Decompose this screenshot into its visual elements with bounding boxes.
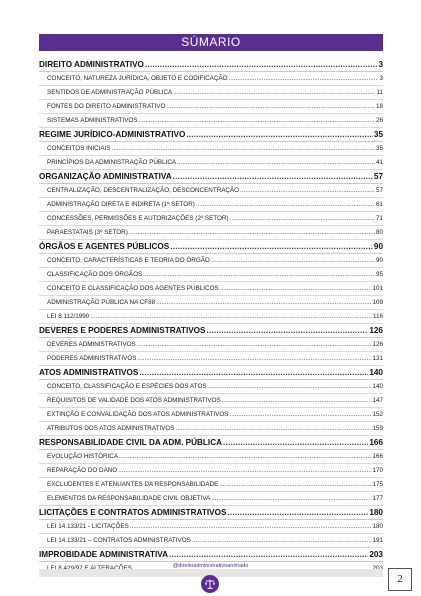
dot-leader <box>192 534 372 547</box>
section-page: 3 <box>378 60 383 69</box>
dot-leader <box>219 478 371 491</box>
toc-section-entry[interactable] <box>39 436 383 450</box>
subsection-title: CONCEITO E CLASSIFICAÇÃO DOS AGENTES PÚBLICOS <box>47 285 219 292</box>
toc-subsection-entry[interactable] <box>39 310 383 324</box>
subsection-title: EVOLUÇÃO HISTÓRICA <box>47 453 119 460</box>
subsection-title: PRINCÍPIOS DA ADMINISTRAÇÃO PÚBLICA <box>47 159 177 166</box>
toc-subsection-entry[interactable] <box>39 156 383 170</box>
toc-subsection-entry[interactable] <box>39 338 383 352</box>
toc-subsection-entry[interactable] <box>39 268 383 282</box>
subsection-title: DEVERES ADMINISTRATIVOS <box>47 341 136 348</box>
toc-subsection-entry[interactable] <box>39 422 383 436</box>
dot-leader <box>90 310 372 323</box>
subsection-title: CONCEITO, CLASSIFICAÇÃO E ESPÉCIES DOS ATOS <box>47 383 207 390</box>
toc-section-entry[interactable] <box>39 58 383 72</box>
subsection-page: 177 <box>372 495 383 502</box>
dot-leader <box>175 422 371 435</box>
subsection-page: 101 <box>372 285 383 292</box>
dot-leader <box>139 366 368 379</box>
dot-leader <box>137 352 371 365</box>
dot-leader <box>119 450 371 463</box>
subsection-page: 11 <box>376 89 383 96</box>
subsection-title: LEI 8.112/1990 <box>47 313 90 320</box>
subsection-page: 131 <box>372 355 383 362</box>
subsection-page: 159 <box>372 425 383 432</box>
dot-leader <box>129 226 375 239</box>
subsection-title: SENTIDOS DE ADMINISTRAÇÃO PÚBLICA <box>47 89 173 96</box>
subsection-title: PARAESTATAIS (3º SETOR) <box>47 229 128 236</box>
toc-section-entry[interactable] <box>39 366 383 380</box>
dot-leader <box>207 324 369 337</box>
toc-subsection-entry[interactable] <box>39 226 383 240</box>
dot-leader <box>170 240 373 253</box>
subsection-title: SISTEMAS ADMINISTRATIVOS <box>47 117 138 124</box>
subsection-title: ADMINISTRAÇÃO DIRETA E INDIRETA (1º SETOR) <box>47 201 195 208</box>
footer-handle: @direitoadministrativoanimado <box>172 563 249 569</box>
subsection-title: CENTRALIZAÇÃO, DESCENTRALIZAÇÃO, DESCONCENTRAÇÃO <box>47 187 240 194</box>
toc-section-entry[interactable] <box>39 506 383 520</box>
dot-leader <box>220 282 372 295</box>
table-of-contents <box>39 58 383 576</box>
toc-subsection-entry[interactable] <box>39 408 383 422</box>
toc-title-banner <box>39 34 383 51</box>
toc-subsection-entry[interactable] <box>39 394 383 408</box>
dot-leader <box>211 492 371 505</box>
dot-leader <box>156 296 371 309</box>
toc-subsection-entry[interactable] <box>39 380 383 394</box>
subsection-page: 109 <box>372 299 383 306</box>
subsection-page: 191 <box>372 537 383 544</box>
toc-subsection-entry[interactable] <box>39 142 383 156</box>
subsection-title: FONTES DO DIREITO ADMINISTRATIVO <box>47 103 166 110</box>
section-title: ORGANIZAÇÃO ADMINISTRATIVA <box>39 172 172 181</box>
dot-leader <box>173 86 375 99</box>
toc-subsection-entry[interactable] <box>39 282 383 296</box>
subsection-title: REPARAÇÃO DO DANO <box>47 467 118 474</box>
toc-subsection-entry[interactable] <box>39 100 383 114</box>
toc-section-entry[interactable] <box>39 128 383 142</box>
dot-leader <box>169 548 368 561</box>
subsection-title: CONCEITO, CARACTERÍSTICAS E TEORIA DO ÓRGÃO <box>47 257 210 264</box>
dot-leader <box>186 128 373 141</box>
dot-leader <box>173 170 373 183</box>
dot-leader <box>240 184 375 197</box>
dot-leader <box>208 380 372 393</box>
subsection-title: PODERES ADMINISTRATIVOS <box>47 355 137 362</box>
subsection-page: 147 <box>372 397 383 404</box>
dot-leader <box>229 72 379 85</box>
dot-leader <box>222 394 372 407</box>
toc-subsection-entry[interactable] <box>39 478 383 492</box>
section-page: 140 <box>369 368 383 377</box>
toc-subsection-entry[interactable] <box>39 492 383 506</box>
subsection-page: 41 <box>375 159 383 166</box>
subsection-page: 18 <box>375 103 383 110</box>
toc-section-entry[interactable] <box>39 548 383 562</box>
toc-section-entry[interactable] <box>39 240 383 254</box>
section-title: DEVERES E PODERES ADMINISTRATIVOS <box>39 326 206 335</box>
subsection-page: 166 <box>372 453 383 460</box>
dot-leader <box>229 408 371 421</box>
toc-subsection-entry[interactable] <box>39 184 383 198</box>
toc-subsection-entry[interactable] <box>39 520 383 534</box>
subsection-page: 57 <box>375 187 383 194</box>
toc-subsection-entry[interactable] <box>39 114 383 128</box>
toc-subsection-entry[interactable] <box>39 534 383 548</box>
subsection-page: 90 <box>375 257 383 264</box>
dot-leader <box>145 58 378 71</box>
dot-leader <box>166 100 375 113</box>
section-page: 90 <box>373 242 383 251</box>
section-page: 166 <box>369 438 383 447</box>
subsection-page: 3 <box>379 75 383 82</box>
dot-leader <box>196 198 375 211</box>
dot-leader <box>177 156 375 169</box>
subsection-page: 35 <box>375 145 383 152</box>
section-page: 180 <box>369 508 383 517</box>
dot-leader <box>139 114 375 127</box>
subsection-page: 175 <box>372 481 383 488</box>
dot-leader <box>227 506 368 519</box>
dot-leader <box>112 142 375 155</box>
toc-subsection-entry[interactable] <box>39 296 383 310</box>
toc-subsection-entry[interactable] <box>39 212 383 226</box>
section-title: REGIME JURÍDICO-ADMINISTRATIVO <box>39 130 186 139</box>
subsection-page: 71 <box>375 215 383 222</box>
subsection-page: 140 <box>372 383 383 390</box>
section-page: 57 <box>373 172 383 181</box>
toc-subsection-entry[interactable] <box>39 198 383 212</box>
subsection-title: ATRIBUTOS DOS ATOS ADMINISTRATIVOS <box>47 425 175 432</box>
page-number: 2 <box>388 568 412 591</box>
section-page: 126 <box>369 326 383 335</box>
toc-subsection-entry[interactable] <box>39 86 383 100</box>
subsection-title: CONCESSÕES, PERMISSÕES E AUTORIZAÇÕES (2º SETOR) <box>47 215 229 222</box>
dot-leader <box>137 338 372 351</box>
subsection-page: 61 <box>375 201 383 208</box>
toc-subsection-entry[interactable] <box>39 72 383 86</box>
subsection-title: EXTINÇÃO E CONVALIDAÇÃO DOS ATOS ADMINISTRATIVOS <box>47 411 229 418</box>
toc-subsection-entry[interactable] <box>39 352 383 366</box>
section-title: RESPONSABILIDADE CIVIL DA ADM. PÚBLICA <box>39 438 223 447</box>
subsection-title: CONCEITOS INICIAIS <box>47 145 111 152</box>
subsection-title: ELEMENTOS DA RESPONSABILIDADE CIVIL OBJETIVA <box>47 495 211 502</box>
dot-leader <box>230 212 375 225</box>
subsection-page: 80 <box>375 229 383 236</box>
toc-subsection-entry[interactable] <box>39 254 383 268</box>
toc-title: SÚMARIO <box>181 35 241 49</box>
subsection-title: ADMINISTRAÇÃO PÚBLICA NA CF88 <box>47 299 156 306</box>
toc-section-entry[interactable] <box>39 170 383 184</box>
dot-leader <box>211 254 375 267</box>
section-title: ATOS ADMINISTRATIVOS <box>39 368 139 377</box>
subsection-title: LEI 14.133/21 - LICITAÇÕES <box>47 523 129 530</box>
section-title: LICITAÇÕES E CONTRATOS ADMINISTRATIVOS <box>39 508 227 517</box>
dot-leader <box>130 520 372 533</box>
subsection-page: 126 <box>372 341 383 348</box>
subsection-page: 152 <box>372 411 383 418</box>
subsection-title: CONCEITO, NATUREZA JURÍDICA, OBJETO E CODIFICAÇÃO <box>47 75 228 82</box>
subsection-title: REQUISITOS DE VALIDADE DOS ATOS ADMINISTRATIVOS <box>47 397 221 404</box>
toc-subsection-entry[interactable] <box>39 464 383 478</box>
toc-subsection-entry[interactable] <box>39 450 383 464</box>
toc-section-entry[interactable] <box>39 324 383 338</box>
dot-leader <box>118 464 371 477</box>
section-title: DIREITO ADMINISTRATIVO <box>39 60 144 69</box>
subsection-page: 95 <box>375 271 383 278</box>
subsection-title: EXCLUDENTES E ATENUANTES DA RESPONSABILIDADE <box>47 481 219 488</box>
section-title: ÓRGÃOS E AGENTES PÚBLICOS <box>39 242 170 251</box>
dot-leader <box>143 268 375 281</box>
subsection-title: CLASSIFICAÇÃO DOS ÓRGÃOS <box>47 271 143 278</box>
subsection-page: 180 <box>372 523 383 530</box>
dot-leader <box>223 436 368 449</box>
subsection-page: 170 <box>372 467 383 474</box>
section-title: IMPROBIDADE ADMINISTRATIVA <box>39 550 169 559</box>
scales-of-justice-icon <box>201 575 219 593</box>
subsection-page: 26 <box>375 117 383 124</box>
section-page: 35 <box>373 130 383 139</box>
section-page: 203 <box>369 550 383 559</box>
subsection-page: 116 <box>372 313 383 320</box>
subsection-title: LEI 14.133/21 – CONTRATOS ADMINISTRATIVOS <box>47 537 191 544</box>
